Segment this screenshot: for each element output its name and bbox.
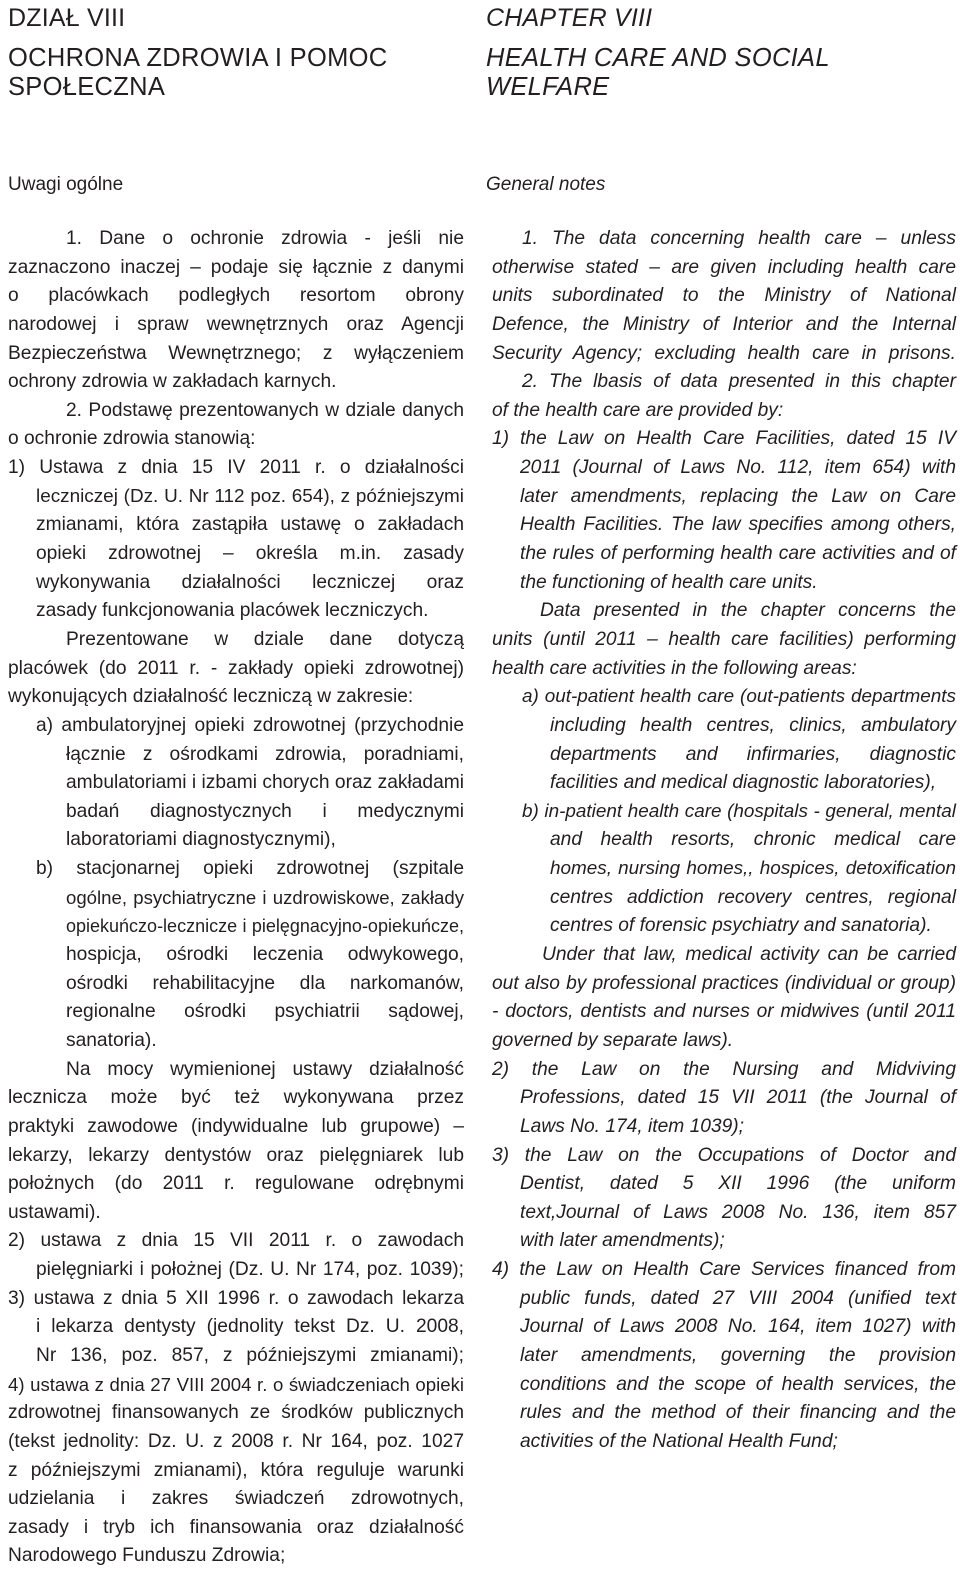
text-line: ośrodki rehabilitacyjne dla narkomanów, <box>66 972 464 994</box>
text-line: zasady i tryb ich finansowania oraz działalność <box>8 1516 464 1538</box>
text-line: wykonujących działalność leczniczą w zakresie: <box>8 686 414 708</box>
text-line: (tekst jednolity: Dz. U. z 2008 r. Nr 164, poz. 1027 <box>8 1430 464 1452</box>
text-line: położnych (do 2011 r. regulowane odrębnymi <box>8 1173 464 1195</box>
text-line: o placówkach podległych resortom obrony <box>8 285 464 307</box>
text-line: 1. The data concerning health care – unless <box>522 228 956 249</box>
text-line: opiekuńczo-lecznicze i pielęgnacyjno-opiekuńcze, <box>66 916 464 937</box>
text-line: badań diagnostycznych i medycznymi <box>66 800 464 822</box>
text-line: 3) ustawa z dnia 5 XII 1996 r. o zawodach lekarza <box>8 1287 464 1309</box>
text-line: zmianami, która zastąpiła ustawę o zakładach <box>36 514 464 536</box>
text-line: 1. Dane o ochronie zdrowia - jeśli nie <box>66 228 464 249</box>
title-line: HEALTH CARE AND SOCIAL <box>486 44 830 72</box>
text-line: rules and the method of their financing and the <box>520 1402 956 1424</box>
text-line: out also by professional practices (individual or group) <box>492 972 956 994</box>
text-line: 2011 (Journal of Laws No. 112, item 654) with <box>520 457 956 479</box>
text-line: Health Facilities. The law specifies among others, <box>520 514 956 536</box>
text-line: facilities and medical diagnostic laboratories), <box>550 772 937 794</box>
chapter-heading-pl: DZIAŁ VIII <box>8 4 126 32</box>
text-line: governed by separate laws). <box>492 1029 734 1051</box>
title-line: WELFARE <box>486 73 610 101</box>
notes-heading-en: General notes <box>486 174 606 195</box>
text-line: public funds, dated 27 VIII 2004 (unified text <box>520 1287 956 1309</box>
text-line: i lekarza dentysty (jednolity tekst Dz. U. 2008, <box>36 1316 464 1338</box>
text-line: - doctors, dentists and nurses or midwives (until 2011 <box>492 1001 956 1023</box>
text-line: Prezentowane w dziale dane dotyczą <box>66 628 464 650</box>
text-line: 4) ustawa z dnia 27 VIII 2004 r. o świadczeniach opieki <box>8 1373 464 1395</box>
text-line: Laws No. 174, item 1039); <box>520 1115 744 1137</box>
text-line: Bezpieczeństwa Wewnętrznego; z wyłączeniem <box>8 342 464 364</box>
text-line: zdrowotnej finansowanych ze środków publicznych <box>8 1402 464 1424</box>
text-line: a) ambulatoryjnej opieki zdrowotnej (przychodnie <box>36 714 464 736</box>
text-line: zasady funkcjonowania placówek leczniczych. <box>36 600 429 622</box>
text-line: Under that law, medical activity can be carried <box>542 944 956 966</box>
text-line: Narodowego Funduszu Zdrowia; <box>8 1545 286 1567</box>
text-line: including health centres, clinics, ambulatory <box>550 714 956 736</box>
text-line: 2. The lbasis of data presented in this chapter <box>522 371 956 393</box>
text-line: hospicja, ośrodki leczenia odwykowego, <box>66 944 464 966</box>
text-line: leczniczej (Dz. U. Nr 112 poz. 654), z późniejszymi <box>36 485 464 507</box>
text-line: the rules of performing health care activities and of <box>520 543 956 565</box>
text-line: Journal of Laws 2008 No. 164, item 1027) with <box>520 1316 956 1338</box>
text-line: wykonywania działalności leczniczej oraz <box>36 571 464 593</box>
text-line: praktyki zawodowe (indywidualne lub grupowe) – <box>8 1115 464 1137</box>
text-line: homes, nursing homes,, hospices, detoxification <box>550 858 956 880</box>
text-line: ogólne, psychiatryczne i uzdrowiskowe, zakłady <box>66 886 464 908</box>
text-line: 2. Podstawę prezentowanych w dziale danych <box>66 399 464 421</box>
text-line: 1) the Law on Health Care Facilities, dated 15 IV <box>492 428 956 450</box>
text-line: text,Journal of Laws 2008 No. 136, item 857 <box>520 1201 956 1223</box>
body-text-pl <box>8 225 464 1571</box>
text-line: later amendments, replacing the Law on Care <box>520 485 956 507</box>
text-line: lekarzy, lekarzy dentystów oraz pielęgniarek lub <box>8 1144 464 1166</box>
body-text-en <box>492 225 956 1457</box>
text-line: narodowej i spraw wewnętrznych oraz Agencji <box>8 313 464 335</box>
notes-heading-pl: Uwagi ogólne <box>8 174 124 195</box>
text-line: o ochronie zdrowia stanowią: <box>8 428 256 450</box>
text-line: Professions, dated 15 VII 2011 (the Journal of <box>520 1087 956 1109</box>
text-line: with later amendments); <box>520 1230 725 1252</box>
text-line: 2) ustawa z dnia 15 VII 2011 r. o zawodach <box>8 1230 464 1252</box>
text-line: lecznicza może być też wykonywana przez <box>8 1087 464 1109</box>
text-line: ustawami). <box>8 1201 101 1223</box>
text-line: the functioning of health care units. <box>520 571 818 593</box>
text-line: Na mocy wymienionej ustawy działalność <box>66 1058 464 1080</box>
text-line: opieki zdrowotnej – określa m.in. zasady <box>36 543 464 565</box>
text-line: health care activities in the following areas: <box>492 657 857 679</box>
text-line: b) in-patient health care (hospitals - general, mental <box>522 800 956 822</box>
text-line: Data presented in the chapter concerns the <box>540 600 956 622</box>
text-line: conditions and the scope of health services, the <box>520 1373 956 1395</box>
text-line: b) stacjonarnej opieki zdrowotnej (szpitale <box>36 858 464 880</box>
text-line: udzielania i zakres świadczeń zdrowotnych, <box>8 1488 464 1510</box>
text-line: ambulatoriami i izbami chorych oraz zakładami <box>66 772 464 794</box>
text-line: centres addiction recovery centres, regional <box>550 886 956 908</box>
text-line: łącznie z ośrodkami zdrowia, poradniami, <box>66 743 464 765</box>
title-line: OCHRONA ZDROWIA I POMOC <box>8 44 388 72</box>
text-line: units (until 2011 – health care facilities) performing <box>492 628 956 650</box>
text-line: centres of forensic psychiatry and sanatoria). <box>550 915 932 937</box>
text-line: units subordinated to the Ministry of National <box>492 285 956 307</box>
text-line: otherwise stated – are given including health care <box>492 256 956 278</box>
chapter-heading-en: CHAPTER VIII <box>486 4 653 32</box>
text-line: 1) Ustawa z dnia 15 IV 2011 r. o działalności <box>8 457 464 479</box>
text-line: sanatoria). <box>66 1029 157 1051</box>
chapter-title-en <box>486 44 830 102</box>
text-line: Nr 136, poz. 857, z późniejszymi zmianami); <box>36 1344 464 1366</box>
text-line: Security Agency; excluding health care in prisons. <box>492 342 956 364</box>
text-line: and health resorts, chronic medical care <box>550 829 956 851</box>
text-line: activities of the National Health Fund; <box>520 1430 838 1452</box>
text-line: z późniejszymi zmianami), która reguluje warunki <box>8 1459 464 1481</box>
title-line: SPOŁECZNA <box>8 73 166 101</box>
text-line: Dentist, dated 5 XII 1996 (the uniform <box>520 1173 956 1195</box>
text-line: of the health care are provided by: <box>492 399 784 421</box>
text-line: regionalne ośrodki psychiatrii sądowej, <box>66 1001 464 1023</box>
text-line: ochrony zdrowia w zakładach karnych. <box>8 371 337 393</box>
text-line: laboratoriami diagnostycznymi), <box>66 829 336 851</box>
chapter-title-pl <box>8 44 388 102</box>
text-line: placówek (do 2011 r. - zakłady opieki zdrowotnej) <box>8 657 464 679</box>
text-line: Defence, the Ministry of Interior and the Internal <box>492 313 956 335</box>
text-line: 3) the Law on the Occupations of Doctor and <box>492 1144 956 1166</box>
text-line: later amendments, governing the provision <box>520 1344 956 1366</box>
text-line: 2) the Law on the Nursing and Midviving <box>492 1058 956 1080</box>
text-line: pielęgniarki i położnej (Dz. U. Nr 174, poz. 1039); <box>36 1259 464 1281</box>
text-line: zaznaczono inaczej – podaje się łącznie z danymi <box>8 256 464 278</box>
text-line: departments and infirmaries, diagnostic <box>550 743 956 765</box>
text-line: a) out-patient health care (out-patients departments <box>522 686 956 708</box>
text-line: 4) the Law on Health Care Services financed from <box>492 1259 956 1281</box>
